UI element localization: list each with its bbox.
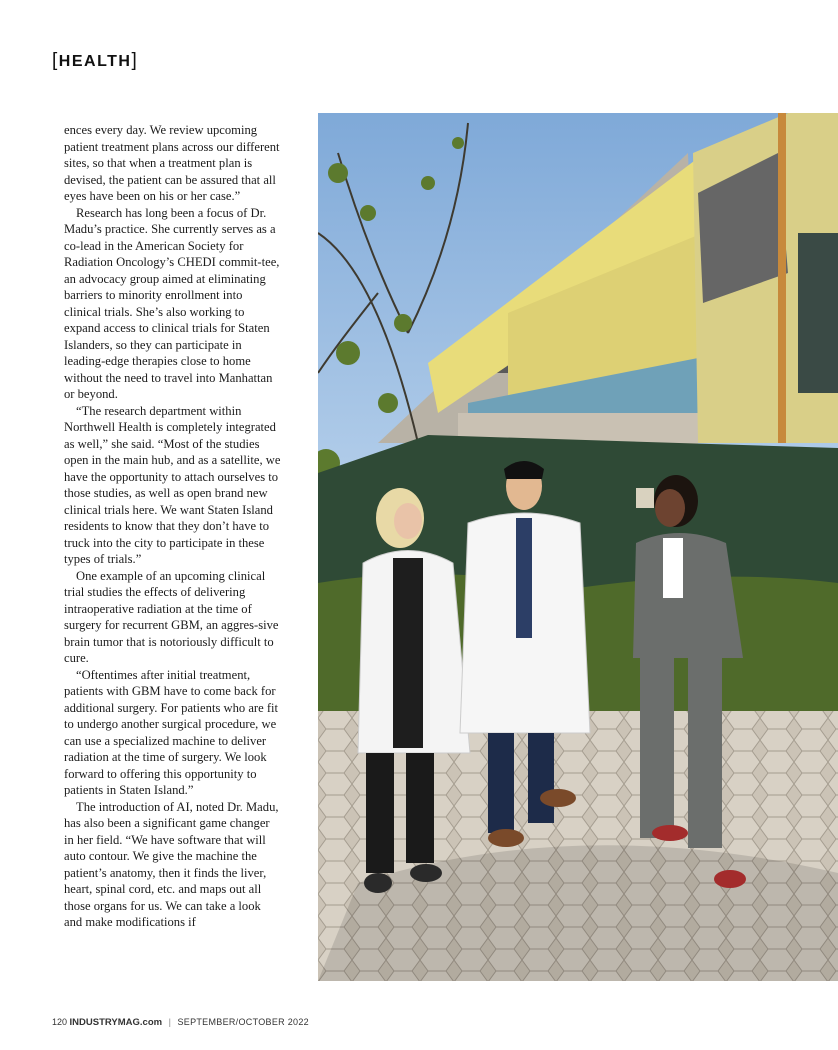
bracket-open: [: [52, 50, 59, 71]
footer-separator: |: [168, 1017, 171, 1027]
page-number: 120: [52, 1017, 68, 1027]
photo-illustration: [318, 113, 838, 981]
article-column: [64, 122, 282, 931]
page-footer: [52, 1017, 309, 1028]
article-paragraph: ences every day. We review upcoming patient treatment plans across our different sites, so that when a treatment plan is devised, the patient can be assured that all eyes have been on his or her case.”: [64, 123, 280, 203]
issue-date: SEPTEMBER/OCTOBER 2022: [177, 1017, 309, 1027]
article-paragraph: “The research department within Northwell Health is completely integrated as well,” she said. “Most of the studies open in the main hub, and as a satellite, we have the opportunity to attach ourselves to those studies, as well as open brand new clinical trials here. We want Staten Island residents to know that they don’t have to truck into the city to participate in these types of trials.”: [64, 403, 281, 566]
article-paragraph: “Oftentimes after initial treatment, patients with GBM have to come back for additional surgery. For patients who are fit to undergo another surgical procedure, we can use a specialized machine to deliver radiation at the time of surgery. We look forward to offering this opportunity to patients in Staten Island.”: [64, 667, 279, 797]
bracket-close: ]: [131, 50, 139, 71]
article-paragraph: One example of an upcoming clinical trial studies the effects of delivering intraoperative radiation at the time of surgery for recurrent GBM, an aggres-sive brain tumor that is notoriously difficult to cure.: [64, 568, 279, 665]
article-paragraph: The introduction of AI, noted Dr. Madu, has also been a significant game changer in her field. “We have software that will auto contour. We give the machine the patient’s anatomy, then it finds the liver, heart, spinal cord, etc. and maps out all those organs for us. We can take a look and make modifications if: [64, 799, 279, 929]
section-label: [52, 50, 138, 72]
publication-name: INDUSTRYMAG.com: [69, 1017, 163, 1028]
feature-photo: [318, 113, 838, 981]
fence-sign: [636, 488, 654, 508]
section-title: HEALTH: [58, 53, 132, 70]
article-paragraph: Research has long been a focus of Dr. Madu’s practice. She currently serves as a co-lead in the American Society for Radiation Oncology’s CHEDI commit-tee, an advocacy group aimed at eliminating barriers to minority enrollment into clinical trials. She’s also working to expand access to clinical trials for Staten Islanders, so they can participate in leading-edge therapies close to home without the need to travel into Manhattan or beyond.: [64, 205, 280, 401]
